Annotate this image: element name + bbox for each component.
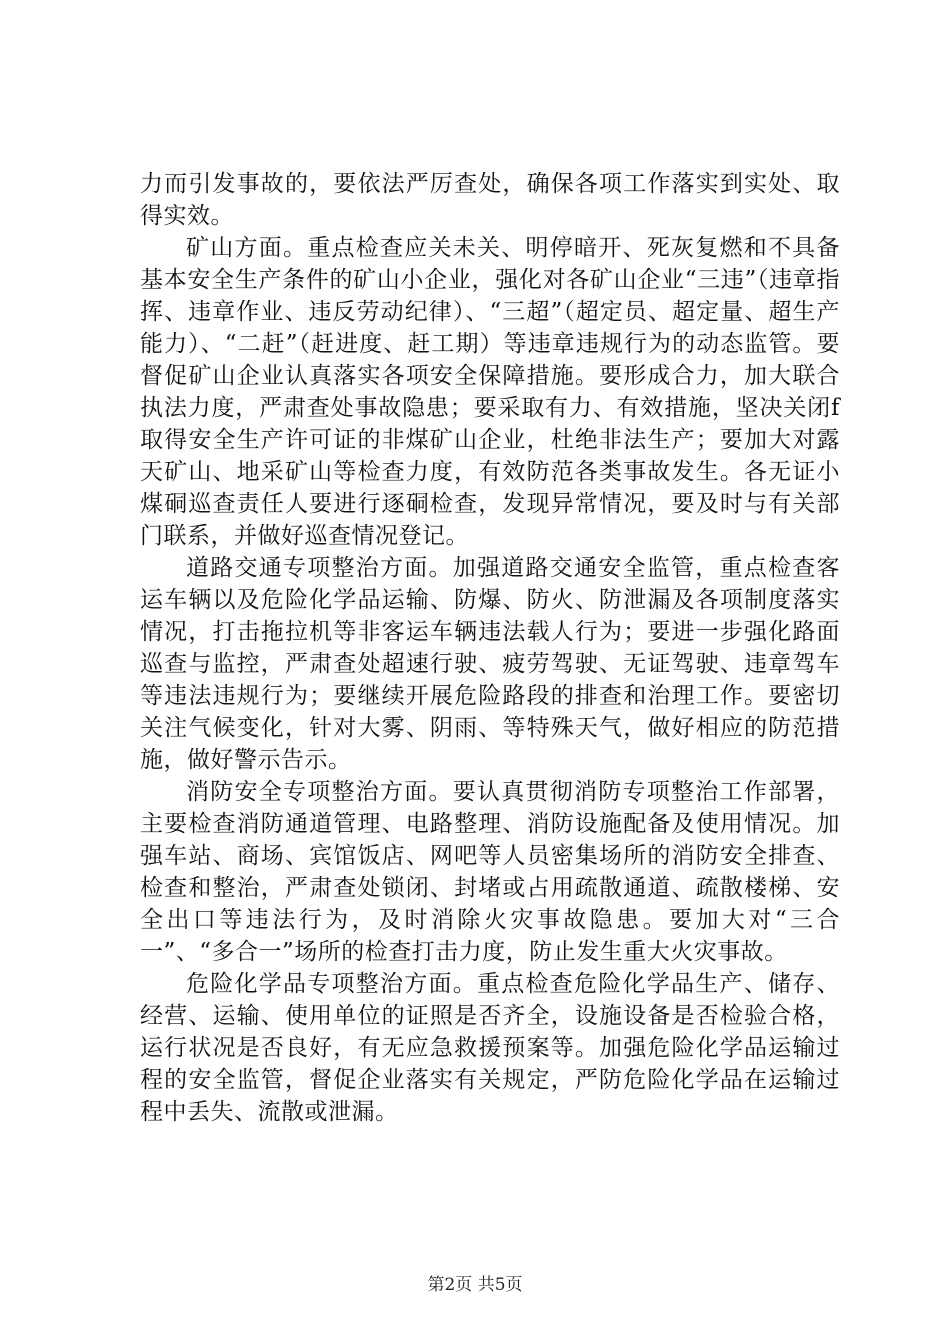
document-body (140, 168, 840, 1128)
page-number-footer: 第2页 共5页 (427, 1275, 523, 1295)
paragraph-road-traffic: 道路交通专项整治方面。加强道路交通安全监管，重点检查客运车辆以及危险化学品运输、防爆、防火、防泄漏及各项制度落实情况，打击拖拉机等非客运车辆违法载人行为；要进一步强化路面巡查与监控，严肃查处超速行驶、疲劳驾驶、无证驾驶、违章驾车等违法违规行为；要继续开展危险路段的排查和治理工作。要密切关注气候变化，针对大雾、阴雨、等特殊天气，做好相应的防范措施，做好警示告示。 (140, 555, 840, 773)
paragraph-continuation: 力而引发事故的，要依法严厉查处，确保各项工作落实到实处、取得实效。 (140, 171, 840, 229)
paragraph-fire-safety: 消防安全专项整治方面。要认真贯彻消防专项整治工作部署，主要检查消防通道管理、电路整理、消防设施配备及使用情况。加强车站、商场、宾馆饭店、网吧等人员密集场所的消防安全排查、检查和整治，严肃查处锁闭、封堵或占用疏散通道、疏散楼梯、安全出口等违法行为，及时消除火灾事故隐患。要加大对“三合一”、“多合一”场所的检查打击力度，防止发生重大火灾事故。 (140, 779, 840, 965)
paragraph-mining: 矿山方面。重点检查应关未关、明停暗开、死灰复燃和不具备基本安全生产条件的矿山小企业，强化对各矿山企业“三违”（违章指挥、违章作业、违反劳动纪律）、“三超”（超定员、超定量、超生产能力）、“二赶”（赶进度、赶工期）等违章违规行为的动态监管。要督促矿山企业认真落实各项安全保障措施。要形成合力，加大联合执法力度，严肃查处事故隐患；要采取有力、有效措施，坚决关闭f取得安全生产许可证的非煤矿山企业，杜绝非法生产；要加大对露天矿山、地采矿山等检查力度，有效防范各类事故发生。各无证小煤硐巡查责任人要进行逐硐检查，发现异常情况，要及时与有关部门联系，并做好巡查情况登记。 (140, 235, 840, 549)
paragraph-hazardous-chemicals: 危险化学品专项整治方面。重点检查危险化学品生产、储存、经营、运输、使用单位的证照是否齐全，设施设备是否检验合格，运行状况是否良好，有无应急救援预案等。加强危险化学品运输过程的安全监管，督促企业落实有关规定，严防危险化学品在运输过程中丢失、流散或泄漏。 (140, 971, 840, 1125)
